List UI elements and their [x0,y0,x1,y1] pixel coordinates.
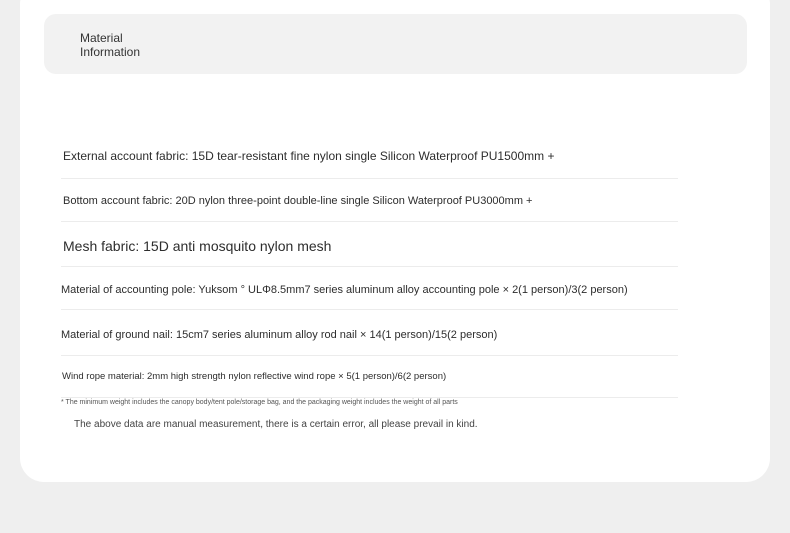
section-title: Material Information [80,31,141,59]
section-header [44,14,747,74]
spec-row-bottom-fabric [61,179,678,222]
spec-list [61,135,678,398]
spec-text: External account fabric: 15D tear-resistant fine nylon single Silicon Waterproof PU1500mm + [63,149,555,163]
measurement-disclaimer: The above data are manual measurement, there is a certain error, all please prevail in kind. [74,419,478,430]
spec-row-wind-rope [61,356,678,398]
spec-text: Bottom account fabric: 20D nylon three-point double-line single Silicon Waterproof PU3000mm + [63,195,533,207]
spec-row-ground-nail [61,310,678,356]
spec-text: Wind rope material: 2mm high strength nylon reflective wind rope × 5(1 person)/6(2 person) [62,371,447,382]
spec-row-mesh-fabric [61,222,678,267]
spec-text: Mesh fabric: 15D anti mosquito nylon mesh [63,238,332,254]
weight-footnote: * The minimum weight includes the canopy body/tent pole/storage bag, and the packaging weight includes the weight of all parts [61,399,458,406]
spec-text: Material of ground nail: 15cm7 series aluminum alloy rod nail × 14(1 person)/15(2 person) [61,329,498,341]
spec-row-external-fabric [61,135,678,179]
spec-row-pole-material [61,267,678,310]
spec-text: Material of accounting pole: Yuksom ° ULΦ8.5mm7 series aluminum alloy accounting pole × 2(1 person)/3(2 person) [61,284,628,296]
